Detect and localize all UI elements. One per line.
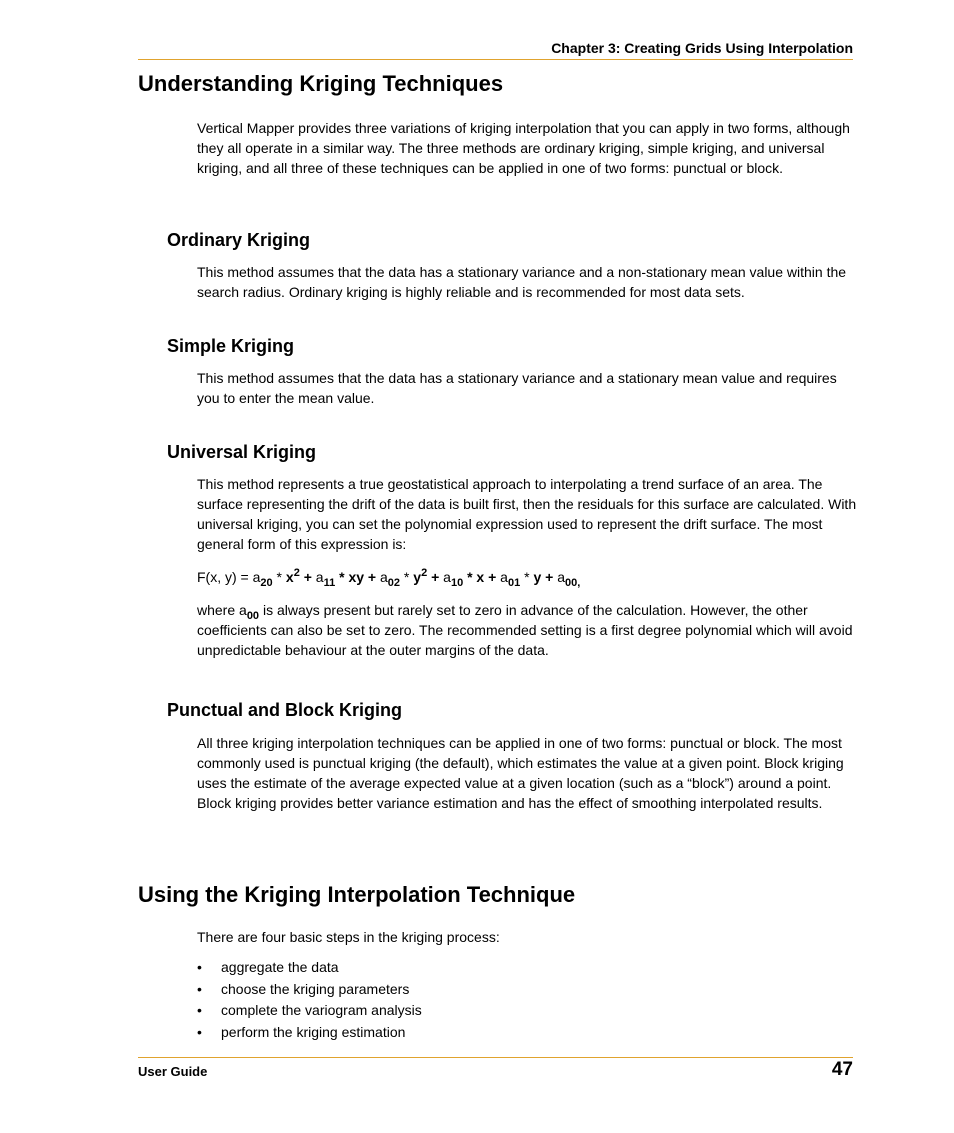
bullet-icon: • — [197, 959, 202, 975]
kriging-steps-list — [197, 957, 422, 1043]
universal-kriging-paragraph: This method represents a true geostatistical approach to interpolating a trend surface of an area. The surface representing the drift of the data is built first, then the residuals for this surface are calculated. With universal kriging, you can set the polynomial expression used to represent the drift surface. The most general form of this expression is: — [197, 476, 857, 552]
bullet-icon: • — [197, 1002, 202, 1018]
list-item: • aggregate the data — [197, 959, 339, 975]
coefficient-note-paragraph: where $a_{00}$ is always present but rarely set to zero in advance of the calculation. However, the other coefficients can also be set to zero. The recommended setting is a first degree polynomial which will avoid unpredictable behaviour at the outer margins of the data. — [197, 602, 853, 658]
subheading-punctual-block-kriging: Punctual and Block Kriging — [167, 700, 403, 720]
polynomial-formula: F(x, $y) = a_{20} * x^2 + a_{11}$ * xy + $a_{02} * y^2 + a_{10} * x + a_{01} * y + a_{00,}$ — [197, 567, 581, 589]
section-heading-using-kriging: Using the Kriging Interpolation Technique — [138, 882, 576, 907]
bullet-icon: • — [197, 980, 202, 997]
page-number: 47 — [831, 1059, 853, 1080]
intro-paragraph: Vertical Mapper provides three variations of kriging interpolation that you can apply in two forms, although they all operate in a similar way. The three methods are ordinary kriging, simple kriging, and universal kriging, and all three of these techniques can be applied in one of two forms: punctual or block. — [197, 120, 850, 176]
footer-rule — [138, 1057, 853, 1058]
header-rule — [138, 59, 853, 60]
footer-label: User Guide — [138, 1064, 208, 1079]
list-item: • complete the variogram analysis — [197, 1002, 422, 1018]
subheading-simple-kriging: Simple Kriging — [167, 336, 295, 356]
punctual-block-paragraph: All three kriging interpolation techniques can be applied in one of two forms: punctual or block. The most commonly used is punctual kriging (the default), which estimates the value at a given point. Block kriging uses the estimate of the average expected value at a given location (such as a “block”) around a point. Block kriging provides better variance estimation and has the effect of smoothing interpolated results. — [197, 735, 844, 811]
running-header: Chapter 3: Creating Grids Using Interpolation — [551, 40, 853, 56]
simple-kriging-paragraph: This method assumes that the data has a stationary variance and a stationary mean value and requires you to enter the mean value. — [197, 370, 837, 406]
ordinary-kriging-paragraph: This method assumes that the data has a stationary variance and a non-stationary mean value within the search radius. Ordinary kriging is highly reliable and is recommended for most data sets. — [197, 264, 847, 300]
bullet-icon: • — [197, 1023, 202, 1040]
subheading-universal-kriging: Universal Kriging — [167, 442, 317, 462]
subheading-ordinary-kriging: Ordinary Kriging — [167, 230, 311, 250]
section-heading-understanding: Understanding Kriging Techniques — [138, 71, 504, 96]
list-item: • perform the kriging estimation — [197, 1023, 406, 1040]
list-item: • choose the kriging parameters — [197, 980, 410, 997]
steps-intro-paragraph: There are four basic steps in the kriging process: — [197, 929, 500, 945]
